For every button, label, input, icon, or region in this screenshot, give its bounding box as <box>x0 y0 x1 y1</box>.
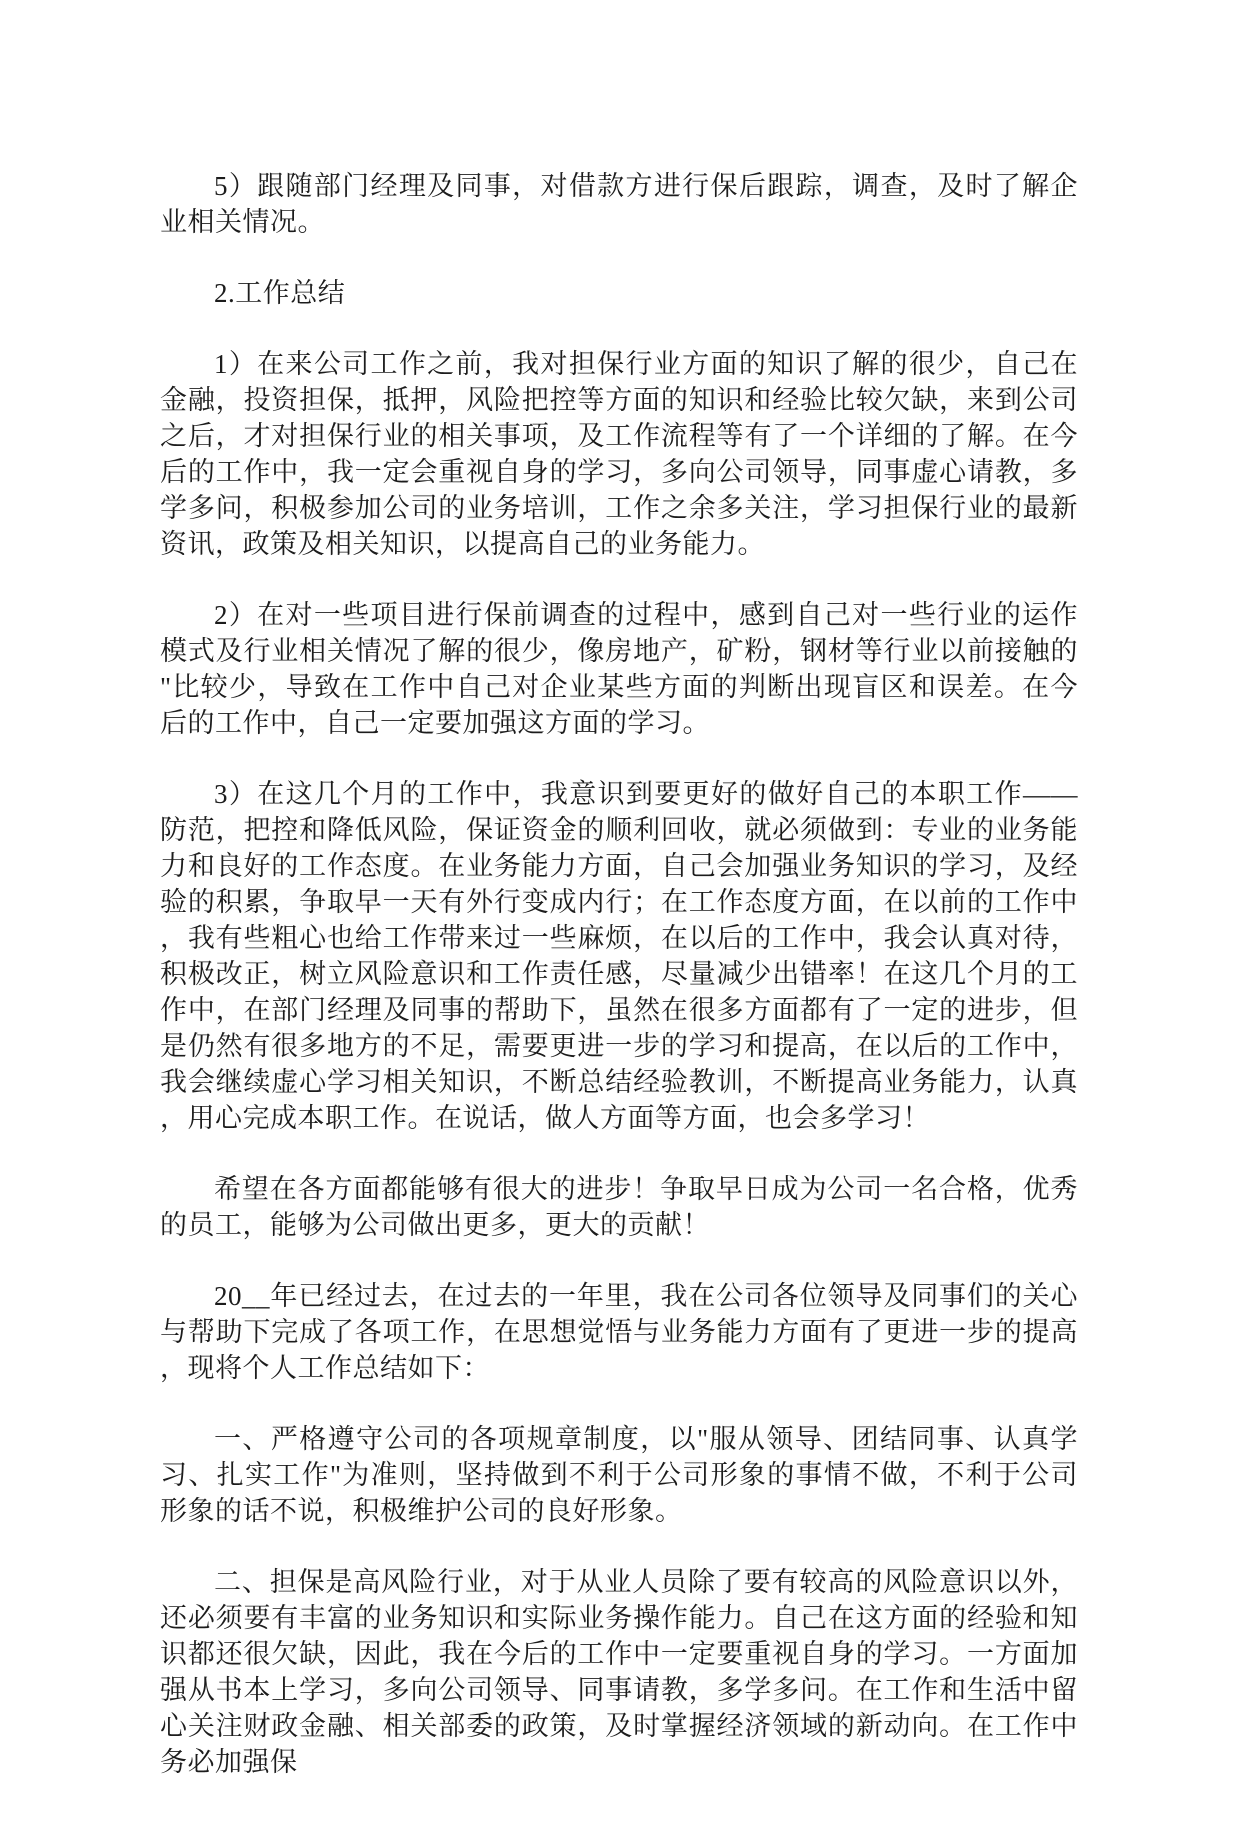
heading-work-summary: 2.工作总结 <box>214 278 346 308</box>
paragraph-point-one-rules: 一、严格遵守公司的各项规章制度，以"服从领导、团结同事、认真学习、扎实工作"为准则，坚持做到不利于公司形象的事情不做，不利于公司形象的话不说，积极维护公司的良好形象。 <box>160 1424 1078 1526</box>
paragraph-3-job-duties-reflection: 3）在这几个月的工作中，我意识到要更好的做好自己的本职工作——防范，把控和降低风险，保证资金的顺利回收，就必须做到：专业的业务能力和良好的工作态度。在业务能力方面，自己会加强业务知识的学习，及经验的积累，争取早一天有外行变成内行；在工作态度方面，在以前的工作中，我有些粗心也给工作带来过一些麻烦，在以后的工作中，我会认真对待，积极改正，树立风险意识和工作责任感，尽量减少出错率！在这几个月的工作中，在部门经理及同事的帮助下，虽然在很多方面都有了一定的进步，但是仍然有很多地方的不足，需要更进一步的学习和提高，在以后的工作中，我会继续虚心学习相关知识，不断总结经验教训，不断提高业务能力，认真，用心完成本职工作。在说话，做人方面等方面，也会多学习！ <box>160 779 1078 1133</box>
paragraph-item5-followup: 5）跟随部门经理及同事，对借款方进行保后跟踪，调查，及时了解企业相关情况。 <box>160 171 1078 237</box>
paragraph-year-review-intro: 20__年已经过去，在过去的一年里，我在公司各位领导及同事们的关心与帮助下完成了各项工作，在思想觉悟与业务能力方面有了更进一步的提高，现将个人工作总结如下： <box>160 1281 1078 1383</box>
paragraph-1-industry-knowledge: 1）在来公司工作之前，我对担保行业方面的知识了解的很少，自己在金融，投资担保，抵押，风险把控等方面的知识和经验比较欠缺，来到公司之后，才对担保行业的相关事项，及工作流程等有了一个详细的了解。在今后的工作中，我一定会重视自身的学习，多向公司领导，同事虚心请教，多学多问，积极参加公司的业务培训，工作之余多关注，学习担保行业的最新资讯，政策及相关知识，以提高自己的业务能力。 <box>160 349 1078 559</box>
paragraph-point-two-risk: 二、担保是高风险行业，对于从业人员除了要有较高的风险意识以外，还必须要有丰富的业务知识和实际业务操作能力。自己在这方面的经验和知识都还很欠缺，因此，我在今后的工作中一定要重视自身的学习。一方面加强从书本上学习，多向公司领导、同事请教，多学多问。在工作和生活中留心关注财政金融、相关部委的政策，及时掌握经济领域的新动向。在工作中务必加强保 <box>160 1567 1078 1777</box>
paragraph-2-pre-guarantee-survey: 2）在对一些项目进行保前调查的过程中，感到自己对一些行业的运作模式及行业相关情况了解的很少，像房地产，矿粉，钢材等行业以前接触的"比较少，导致在工作中自己对企业某些方面的判断出现盲区和误差。在今后的工作中，自己一定要加强这方面的学习。 <box>160 600 1078 738</box>
paragraph-hope-progress: 希望在各方面都能够有很大的进步！争取早日成为公司一名合格，优秀的员工，能够为公司做出更多，更大的贡献！ <box>160 1174 1078 1240</box>
